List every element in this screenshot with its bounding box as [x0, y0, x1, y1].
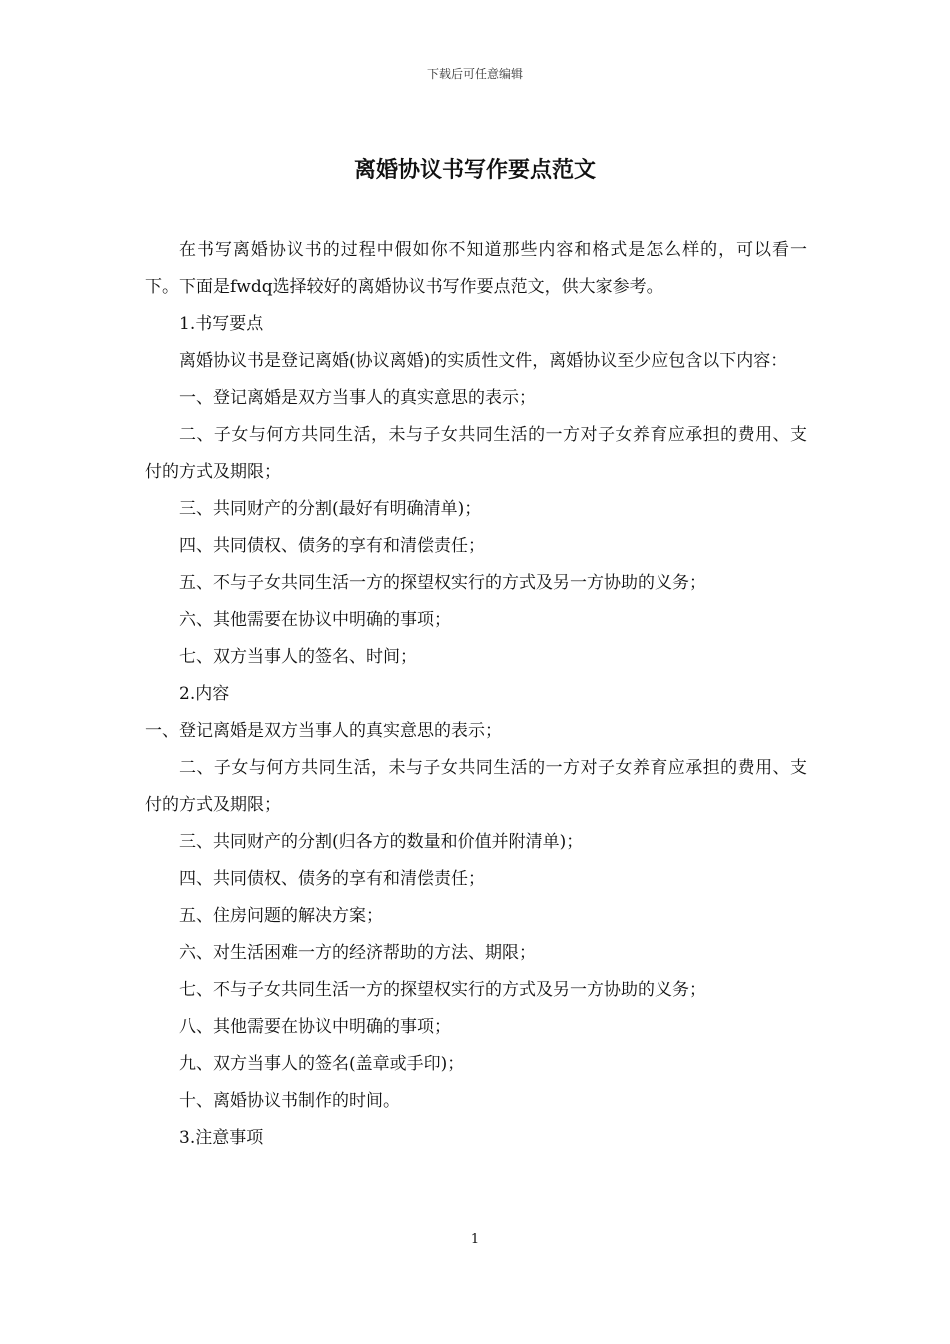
page-header: 下载后可任意编辑 [426, 67, 523, 81]
list-item: 七、双方当事人的签名、时间； [179, 647, 417, 667]
list-item: 一、登记离婚是双方当事人的真实意思的表示； [179, 388, 536, 408]
list-item: 一、登记离婚是双方当事人的真实意思的表示； [145, 721, 502, 741]
section-heading-content: 2.内容 [179, 684, 230, 704]
list-item: 二、子女与何方共同生活，未与子女共同生活的一方对子女养育应承担的费用、支付的方式及期限； [145, 758, 807, 815]
document-body [145, 232, 807, 1157]
list-item: 四、共同债权、债务的享有和清偿责任； [179, 536, 485, 556]
list-item: 六、其他需要在协议中明确的事项； [179, 610, 451, 630]
list-item: 二、子女与何方共同生活，未与子女共同生活的一方对子女养育应承担的费用、支付的方式及期限； [145, 425, 807, 482]
page-number: 1 [470, 1232, 480, 1247]
list-item: 八、其他需要在协议中明确的事项； [179, 1017, 451, 1037]
list-item: 五、不与子女共同生活一方的探望权实行的方式及另一方协助的义务； [179, 573, 706, 593]
list-item: 三、共同财产的分割(最好有明确清单)； [179, 499, 482, 519]
intro-paragraph: 在书写离婚协议书的过程中假如你不知道那些内容和格式是怎么样的，可以看一下。下面是fwdq选择较好的离婚协议书写作要点范文，供大家参考。 [145, 240, 807, 297]
document-title: 离婚协议书写作要点范文 [353, 157, 596, 183]
list-item: 三、共同财产的分割(归各方的数量和价值并附清单)； [179, 832, 584, 852]
writing-points-intro: 离婚协议书是登记离婚(协议离婚)的实质性文件，离婚协议至少应包含以下内容： [179, 351, 788, 371]
list-item: 六、对生活困难一方的经济帮助的方法、期限； [179, 943, 536, 963]
section-heading-notes: 3.注意事项 [179, 1128, 264, 1148]
list-item: 九、双方当事人的签名(盖章或手印)； [179, 1054, 465, 1074]
list-item: 四、共同债权、债务的享有和清偿责任； [179, 869, 485, 889]
list-item: 五、住房问题的解决方案； [179, 906, 383, 926]
section-heading-writing-points: 1.书写要点 [179, 314, 264, 334]
list-item: 七、不与子女共同生活一方的探望权实行的方式及另一方协助的义务； [179, 980, 706, 1000]
list-item: 十、离婚协议书制作的时间。 [179, 1091, 400, 1111]
